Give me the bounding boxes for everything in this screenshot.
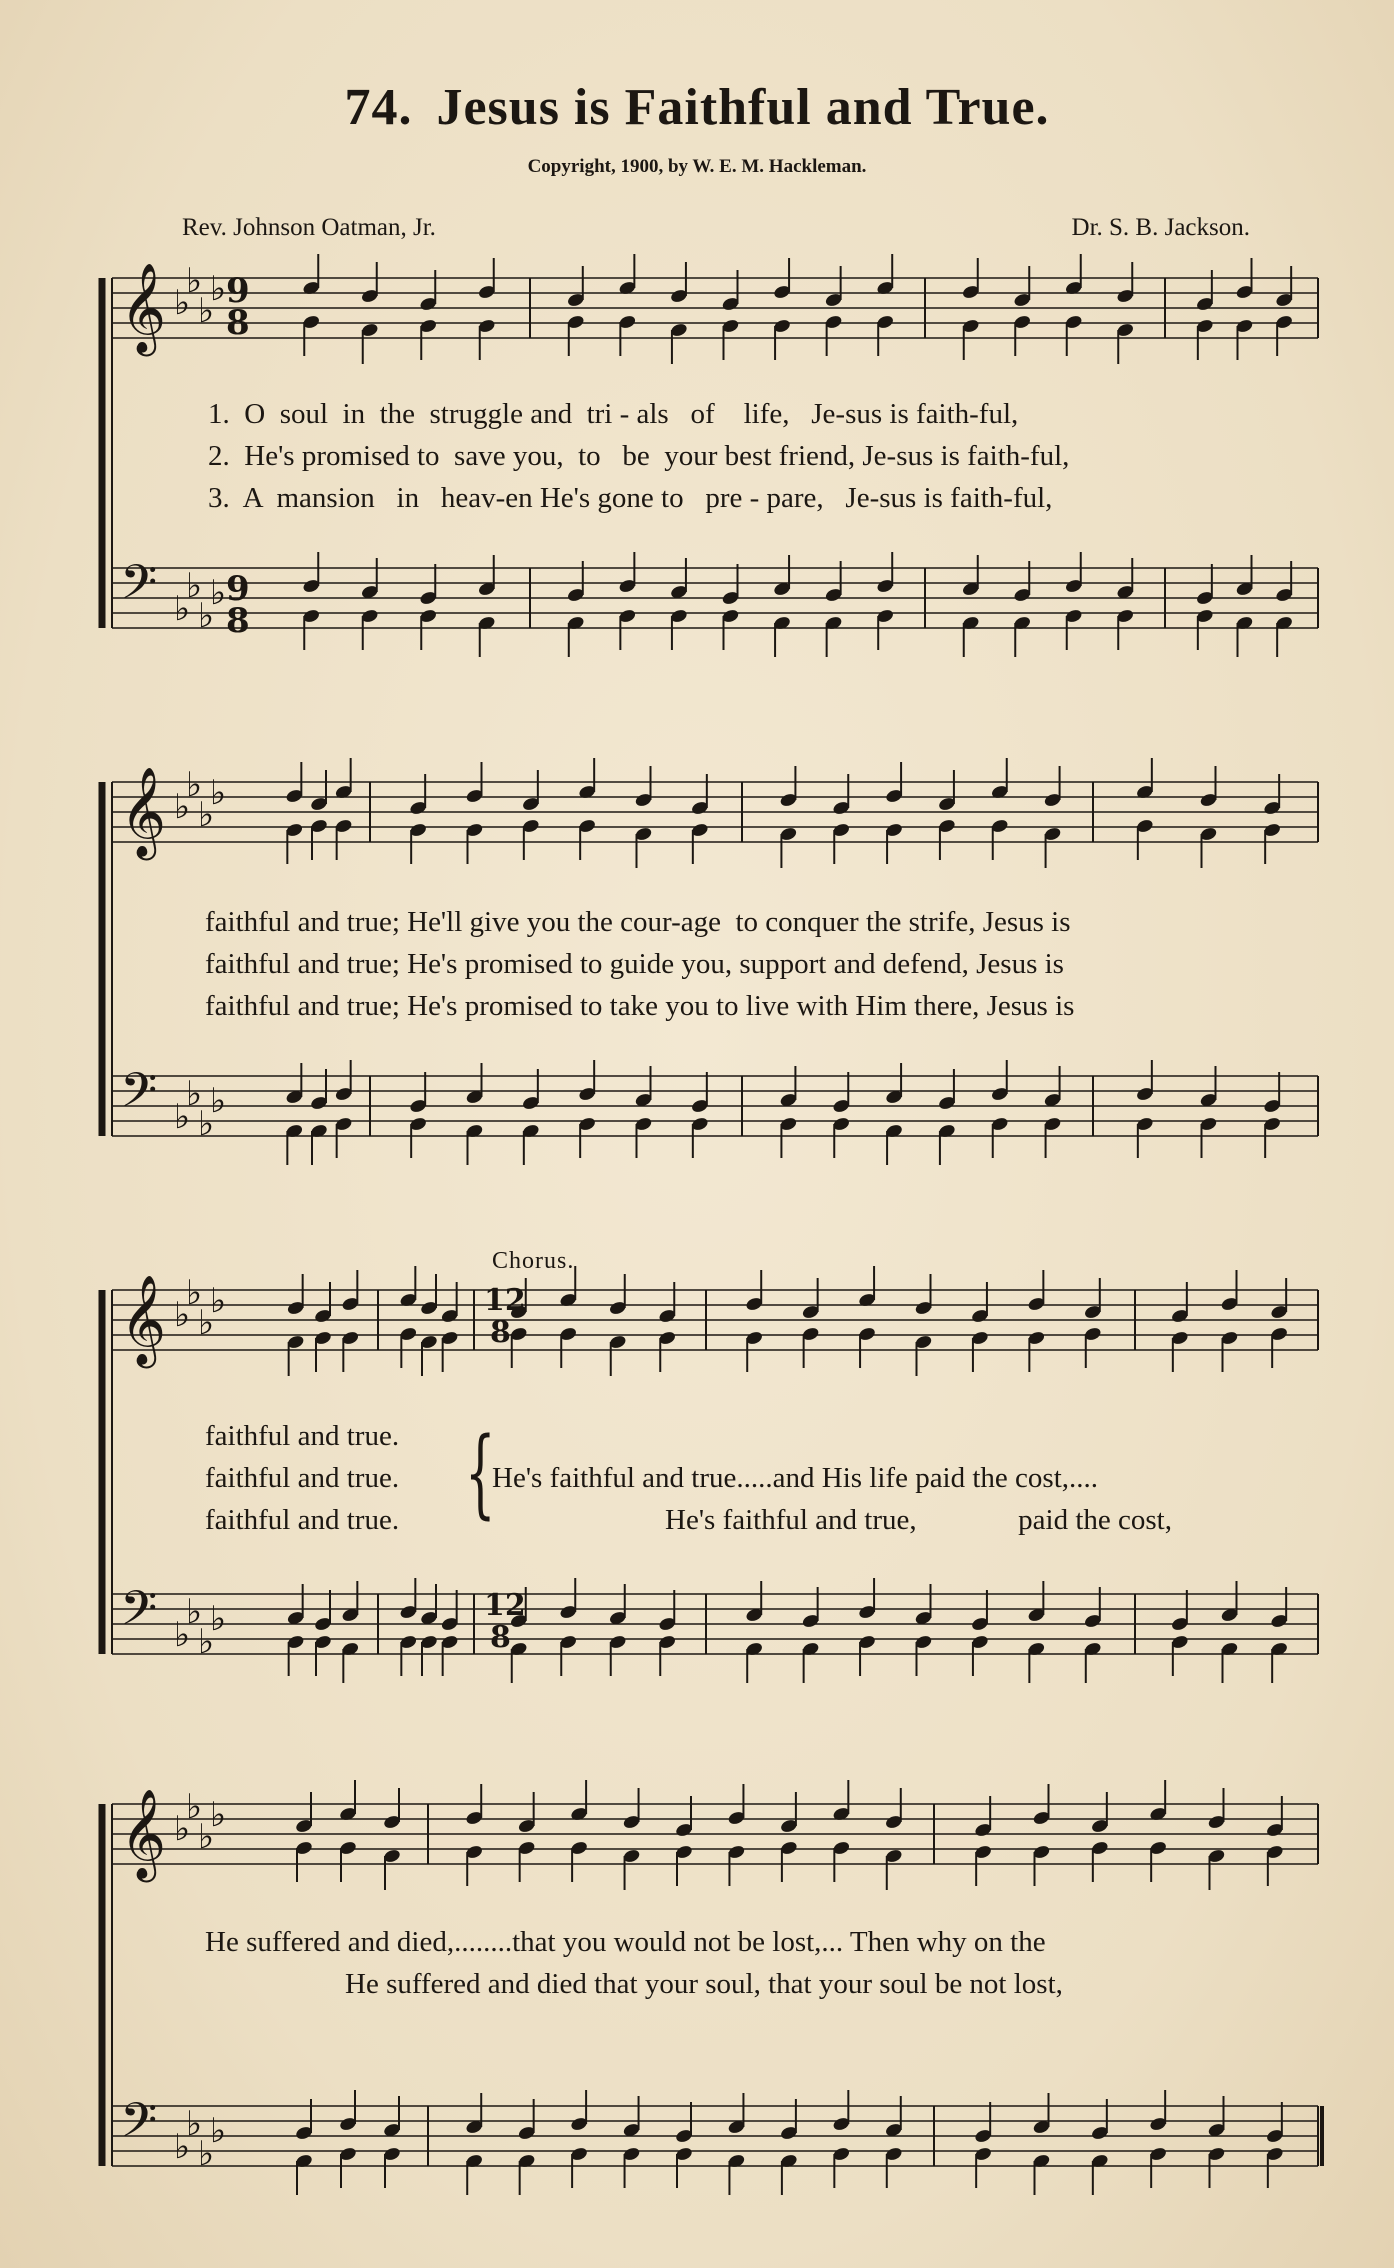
treble-clef: 𝄞: [120, 767, 167, 857]
flat-sign: ♭: [186, 261, 203, 301]
chorus-label: Chorus.: [492, 1248, 575, 1274]
bar-lines: [102, 278, 1322, 2166]
flat-sign: ♭: [210, 269, 227, 309]
time-sig-bottom: 8: [490, 1315, 511, 1350]
staff-lines: [112, 278, 1318, 2166]
time-sig-bottom: 8: [226, 601, 250, 641]
flat-sign: ♭: [186, 1592, 203, 1632]
flat-sign: ♭: [174, 1097, 191, 1137]
time-sig-top: 12: [484, 1588, 526, 1623]
flat-sign: ♭: [174, 589, 191, 629]
hymn-title: Jesus is Faithful and True.: [436, 79, 1050, 136]
flat-sign: ♭: [186, 566, 203, 606]
treble-clef: 𝄞: [120, 1789, 167, 1879]
treble-clef: 𝄞: [120, 263, 167, 353]
time-sig-top: 9: [226, 569, 250, 609]
treble-clef: 𝄞: [120, 1275, 167, 1365]
hymn-number: 74.: [344, 79, 413, 136]
flat-sign: ♭: [198, 291, 215, 331]
verse-3-line-1: 3. A mansion in heav-en He's gone to pre - pare, Je-sus is faith-ful,: [208, 482, 1053, 514]
verse-brace: {: [465, 1417, 496, 1529]
flat-sign: ♭: [174, 2127, 191, 2167]
flat-sign: ♭: [174, 283, 191, 323]
flat-sign: ♭: [186, 1273, 203, 1313]
flat-sign: ♭: [210, 1081, 227, 1121]
flat-sign: ♭: [186, 1787, 203, 1827]
flat-sign: ♭: [210, 573, 227, 613]
flat-sign: ♭: [210, 1795, 227, 1835]
bass-clef: 𝄢: [120, 2092, 158, 2160]
chorus-time-signature-treble: [484, 1283, 526, 1350]
bass-clef: 𝄢: [120, 1062, 158, 1130]
time-sig-top: 9: [226, 271, 250, 311]
note-heads: [285, 254, 1294, 2195]
verse-2-line-2: faithful and true; He's promised to guide you, support and defend, Jesus is: [205, 948, 1064, 980]
flat-sign: ♭: [198, 596, 215, 636]
flat-sign: ♭: [210, 1599, 227, 1639]
copyright-notice: Copyright, 1900, by W. E. M. Hackleman.: [527, 156, 867, 177]
flat-sign: ♭: [198, 795, 215, 835]
flat-sign: ♭: [210, 2111, 227, 2151]
verse-2-ending: faithful and true.: [205, 1462, 400, 1494]
time-sig-bottom: 8: [226, 303, 250, 343]
verse-1-ending: faithful and true.: [205, 1420, 400, 1452]
flat-sign: ♭: [174, 1295, 191, 1335]
flat-sign: ♭: [174, 1809, 191, 1849]
chorus-line-3: He suffered and died,........that you would not be lost,... Then why on the: [205, 1926, 1046, 1958]
chorus-line-1: He's faithful and true.....and His life paid the cost,....: [492, 1462, 1099, 1494]
flat-sign: ♭: [210, 773, 227, 813]
bass-clef: 𝄢: [120, 1580, 158, 1648]
author-credit: Rev. Johnson Oatman, Jr.: [182, 214, 436, 241]
verse-2-line-1: 2. He's promised to save you, to be your best friend, Je-sus is faith-ful,: [208, 440, 1070, 472]
flat-sign: ♭: [174, 787, 191, 827]
flat-sign: ♭: [186, 2104, 203, 2144]
flat-sign: ♭: [198, 2134, 215, 2174]
flat-sign: ♭: [198, 1104, 215, 1144]
flat-sign: ♭: [186, 1074, 203, 1114]
flat-sign: ♭: [186, 765, 203, 805]
verse-time-signature-treble: [226, 271, 250, 343]
flat-sign: ♭: [174, 1615, 191, 1655]
verse-3-line-2: faithful and true; He's promised to take you to live with Him there, Jesus is: [205, 990, 1075, 1022]
verse-1-line-2: faithful and true; He'll give you the cour-age to conquer the strife, Jesus is: [205, 906, 1071, 938]
composer-credit: Dr. S. B. Jackson.: [1071, 214, 1250, 241]
chorus-line-4: He suffered and died that your soul, that your soul be not lost,: [345, 1968, 1063, 2000]
bass-clef: 𝄢: [120, 554, 158, 622]
verse-time-signature-bass: [226, 569, 250, 641]
verse-1-line-1: 1. O soul in the struggle and tri - als of life, Je-sus is faith-ful,: [208, 398, 1019, 430]
verse-3-ending: faithful and true.: [205, 1504, 400, 1536]
flat-sign: ♭: [198, 1303, 215, 1343]
clefs-and-keys: [120, 261, 226, 2174]
flat-sign: ♭: [198, 1817, 215, 1857]
flat-sign: ♭: [198, 1622, 215, 1662]
flat-sign: ♭: [210, 1281, 227, 1321]
chorus-line-2: He's faithful and true, paid the cost,: [665, 1504, 1172, 1536]
time-sig-bottom: 8: [490, 1620, 511, 1655]
time-sig-top: 12: [484, 1283, 526, 1318]
